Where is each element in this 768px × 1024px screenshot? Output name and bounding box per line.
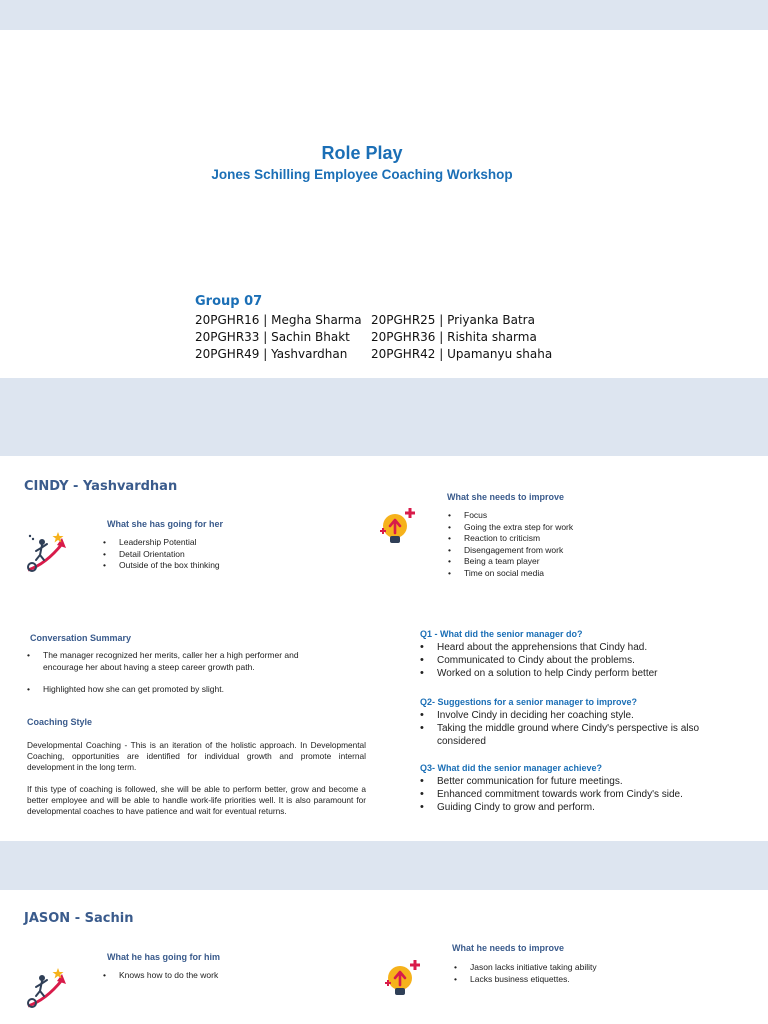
list-item: • Focus xyxy=(446,510,573,522)
list-item: • Enhanced commitment towards work from Cindy's side. xyxy=(419,788,749,801)
improve-list xyxy=(446,510,573,579)
coaching-paragraph: Developmental Coaching - This is an iteration of the holistic approach. In Developmental Coaching, opportunities are identified for individual growth and promote internal development in the long term. xyxy=(27,740,366,773)
list-item: • Going the extra step for work xyxy=(446,522,573,534)
list-item: • Jason lacks initiative taking ability xyxy=(452,962,597,974)
list-item: • Disengagement from work xyxy=(446,545,573,557)
list-item: • Heard about the apprehensions that Cindy had. xyxy=(419,641,749,654)
cindy-slide xyxy=(0,456,768,841)
lightbulb-plus-icon xyxy=(377,506,421,550)
person-climbing-arrow-icon xyxy=(24,530,68,574)
list-item: • The manager recognized her merits, caller her a high performer and encourage her about having a steep career growth path. xyxy=(25,650,335,673)
list-item: • Leadership Potential xyxy=(101,537,220,549)
lightbulb-plus-icon xyxy=(382,958,426,1002)
q1-heading: Q1 - What did the senior manager do? xyxy=(420,629,583,639)
list-item: • Detail Orientation xyxy=(101,549,220,561)
member: 20PGHR25 | Priyanka Batra xyxy=(371,313,535,327)
list-item: • Being a team player xyxy=(446,556,573,568)
group-label: Group 07 xyxy=(195,294,263,309)
member: 20PGHR36 | Rishita sharma xyxy=(371,330,537,344)
page-title: Role Play xyxy=(321,143,403,163)
going-for-heading: What she has going for her xyxy=(107,519,224,529)
going-for-list xyxy=(101,537,220,572)
cindy-heading: CINDY - Yashvardhan xyxy=(24,479,178,494)
list-item: • Communicated to Cindy about the problems. xyxy=(419,654,749,667)
coaching-paragraph: If this type of coaching is followed, she will be able to perform better, grow and become a better employee and will be able to handle work-life priorities well. It is also paramount for developmental coaches to have patience and wait for eventual returns. xyxy=(27,784,366,817)
member-list xyxy=(195,313,552,364)
list-item: • Involve Cindy in deciding her coaching style. xyxy=(419,709,749,722)
going-for-list xyxy=(101,970,218,982)
conversation-list xyxy=(25,650,335,696)
q2-list xyxy=(419,709,749,749)
member: 20PGHR33 | Sachin Bhakt xyxy=(195,330,350,344)
list-item: • Time on social media xyxy=(446,568,573,580)
q1-list xyxy=(419,641,749,681)
list-item: • Better communication for future meetings. xyxy=(419,775,749,788)
list-item: • Reaction to criticism xyxy=(446,533,573,545)
person-climbing-arrow-icon xyxy=(24,966,68,1010)
list-item: • Highlighted how she can get promoted by slight. xyxy=(25,684,335,696)
member: 20PGHR49 | Yashvardhan xyxy=(195,347,348,361)
member-row xyxy=(195,313,552,330)
list-item: • Taking the middle ground where Cindy's perspective is also considered xyxy=(419,722,749,748)
conversation-heading: Conversation Summary xyxy=(30,633,132,643)
going-for-heading: What he has going for him xyxy=(107,952,220,962)
jason-slide xyxy=(0,890,768,1024)
list-item: • Worked on a solution to help Cindy perform better xyxy=(419,667,749,680)
member: 20PGHR42 | Upamanyu shaha xyxy=(371,347,553,361)
member: 20PGHR16 | Megha Sharma xyxy=(195,313,362,327)
improve-heading: What he needs to improve xyxy=(452,943,565,953)
member-row xyxy=(195,330,552,347)
improve-heading: What she needs to improve xyxy=(447,492,565,502)
q3-list xyxy=(419,775,749,815)
title-slide xyxy=(0,30,768,378)
jason-heading: JASON - Sachin xyxy=(24,911,134,926)
coaching-heading: Coaching Style xyxy=(27,717,93,727)
q3-heading: Q3- What did the senior manager achieve? xyxy=(420,763,603,773)
improve-list xyxy=(452,962,597,985)
list-item: • Outside of the box thinking xyxy=(101,560,220,572)
page-subtitle: Jones Schilling Employee Coaching Workshop xyxy=(211,167,513,182)
list-item: • Guiding Cindy to grow and perform. xyxy=(419,801,749,814)
q2-heading: Q2- Suggestions for a senior manager to improve? xyxy=(420,697,638,707)
member-row xyxy=(195,347,552,364)
list-item: • Lacks business etiquettes. xyxy=(452,974,597,986)
list-item: • Knows how to do the work xyxy=(101,970,218,982)
